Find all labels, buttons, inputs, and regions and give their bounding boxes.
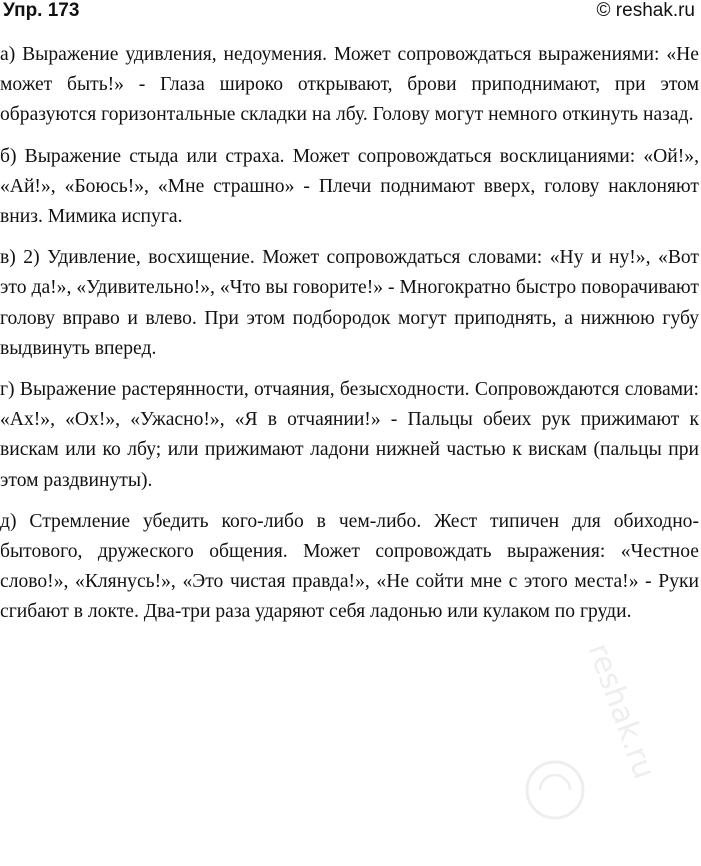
answer-paragraph-b: б) Выражение стыда или страха. Может сопровождаться восклицаниями: «Ой!», «Ай!», «Боюсь!», «Мне страшно» - Плечи поднимают вверх, голову наклоняют вниз. Мимика испуга. bbox=[0, 145, 699, 228]
answer-paragraph-d: д) Стремление убедить кого-либо в чем-либо. Жест типичен для обиходно-бытового, дружеского общения. Может сопровождать выражения: «Честное слово!», «Клянусь!», «Это чистая правда!», «Не сойти мне с этого места!» - Руки сгибают в локте. Два-три раза ударяют себя ладонью или кулаком по груди. bbox=[0, 510, 699, 623]
exercise-answer-text bbox=[0, 40, 699, 639]
reshak-watermark-logo bbox=[470, 638, 662, 850]
source-credit: © reshak.ru bbox=[596, 0, 695, 21]
answer-paragraph-g: г) Выражение растерянности, отчаяния, безысходности. Сопровождаются словами: «Ах!», «Ох!», «Ужасно!», «Я в отчаянии!» - Пальцы обеих рук прижимают к вискам или ко лбу; или прижимают ладони нижней частью к вискам (пальцы при этом раздвинуты). bbox=[0, 379, 699, 491]
answer-paragraph-v: в) 2) Удивление, восхищение. Может сопровождаться словами: «Ну и ну!», «Вот это да!», «Удивительно!», «Что вы говорите!» - Многократно быстро поворачивают голову вправо и влево. При этом подбородок могут приподнять, а нижнюю губу выдвинуть вперед. bbox=[0, 247, 699, 359]
answer-paragraph-a: а) Выражение удивления, недоумения. Может сопровождаться выражениями: «Не может быть!» - Глаза широко открывают, брови приподнимают, при этом образуются горизонтальные складки на лбу. Голову могут немного откинуть назад. bbox=[0, 44, 699, 126]
page-header bbox=[0, 0, 701, 30]
svg-text:reshak.ru: reshak.ru bbox=[580, 638, 662, 784]
exercise-title: Упр. 173 bbox=[3, 0, 80, 21]
